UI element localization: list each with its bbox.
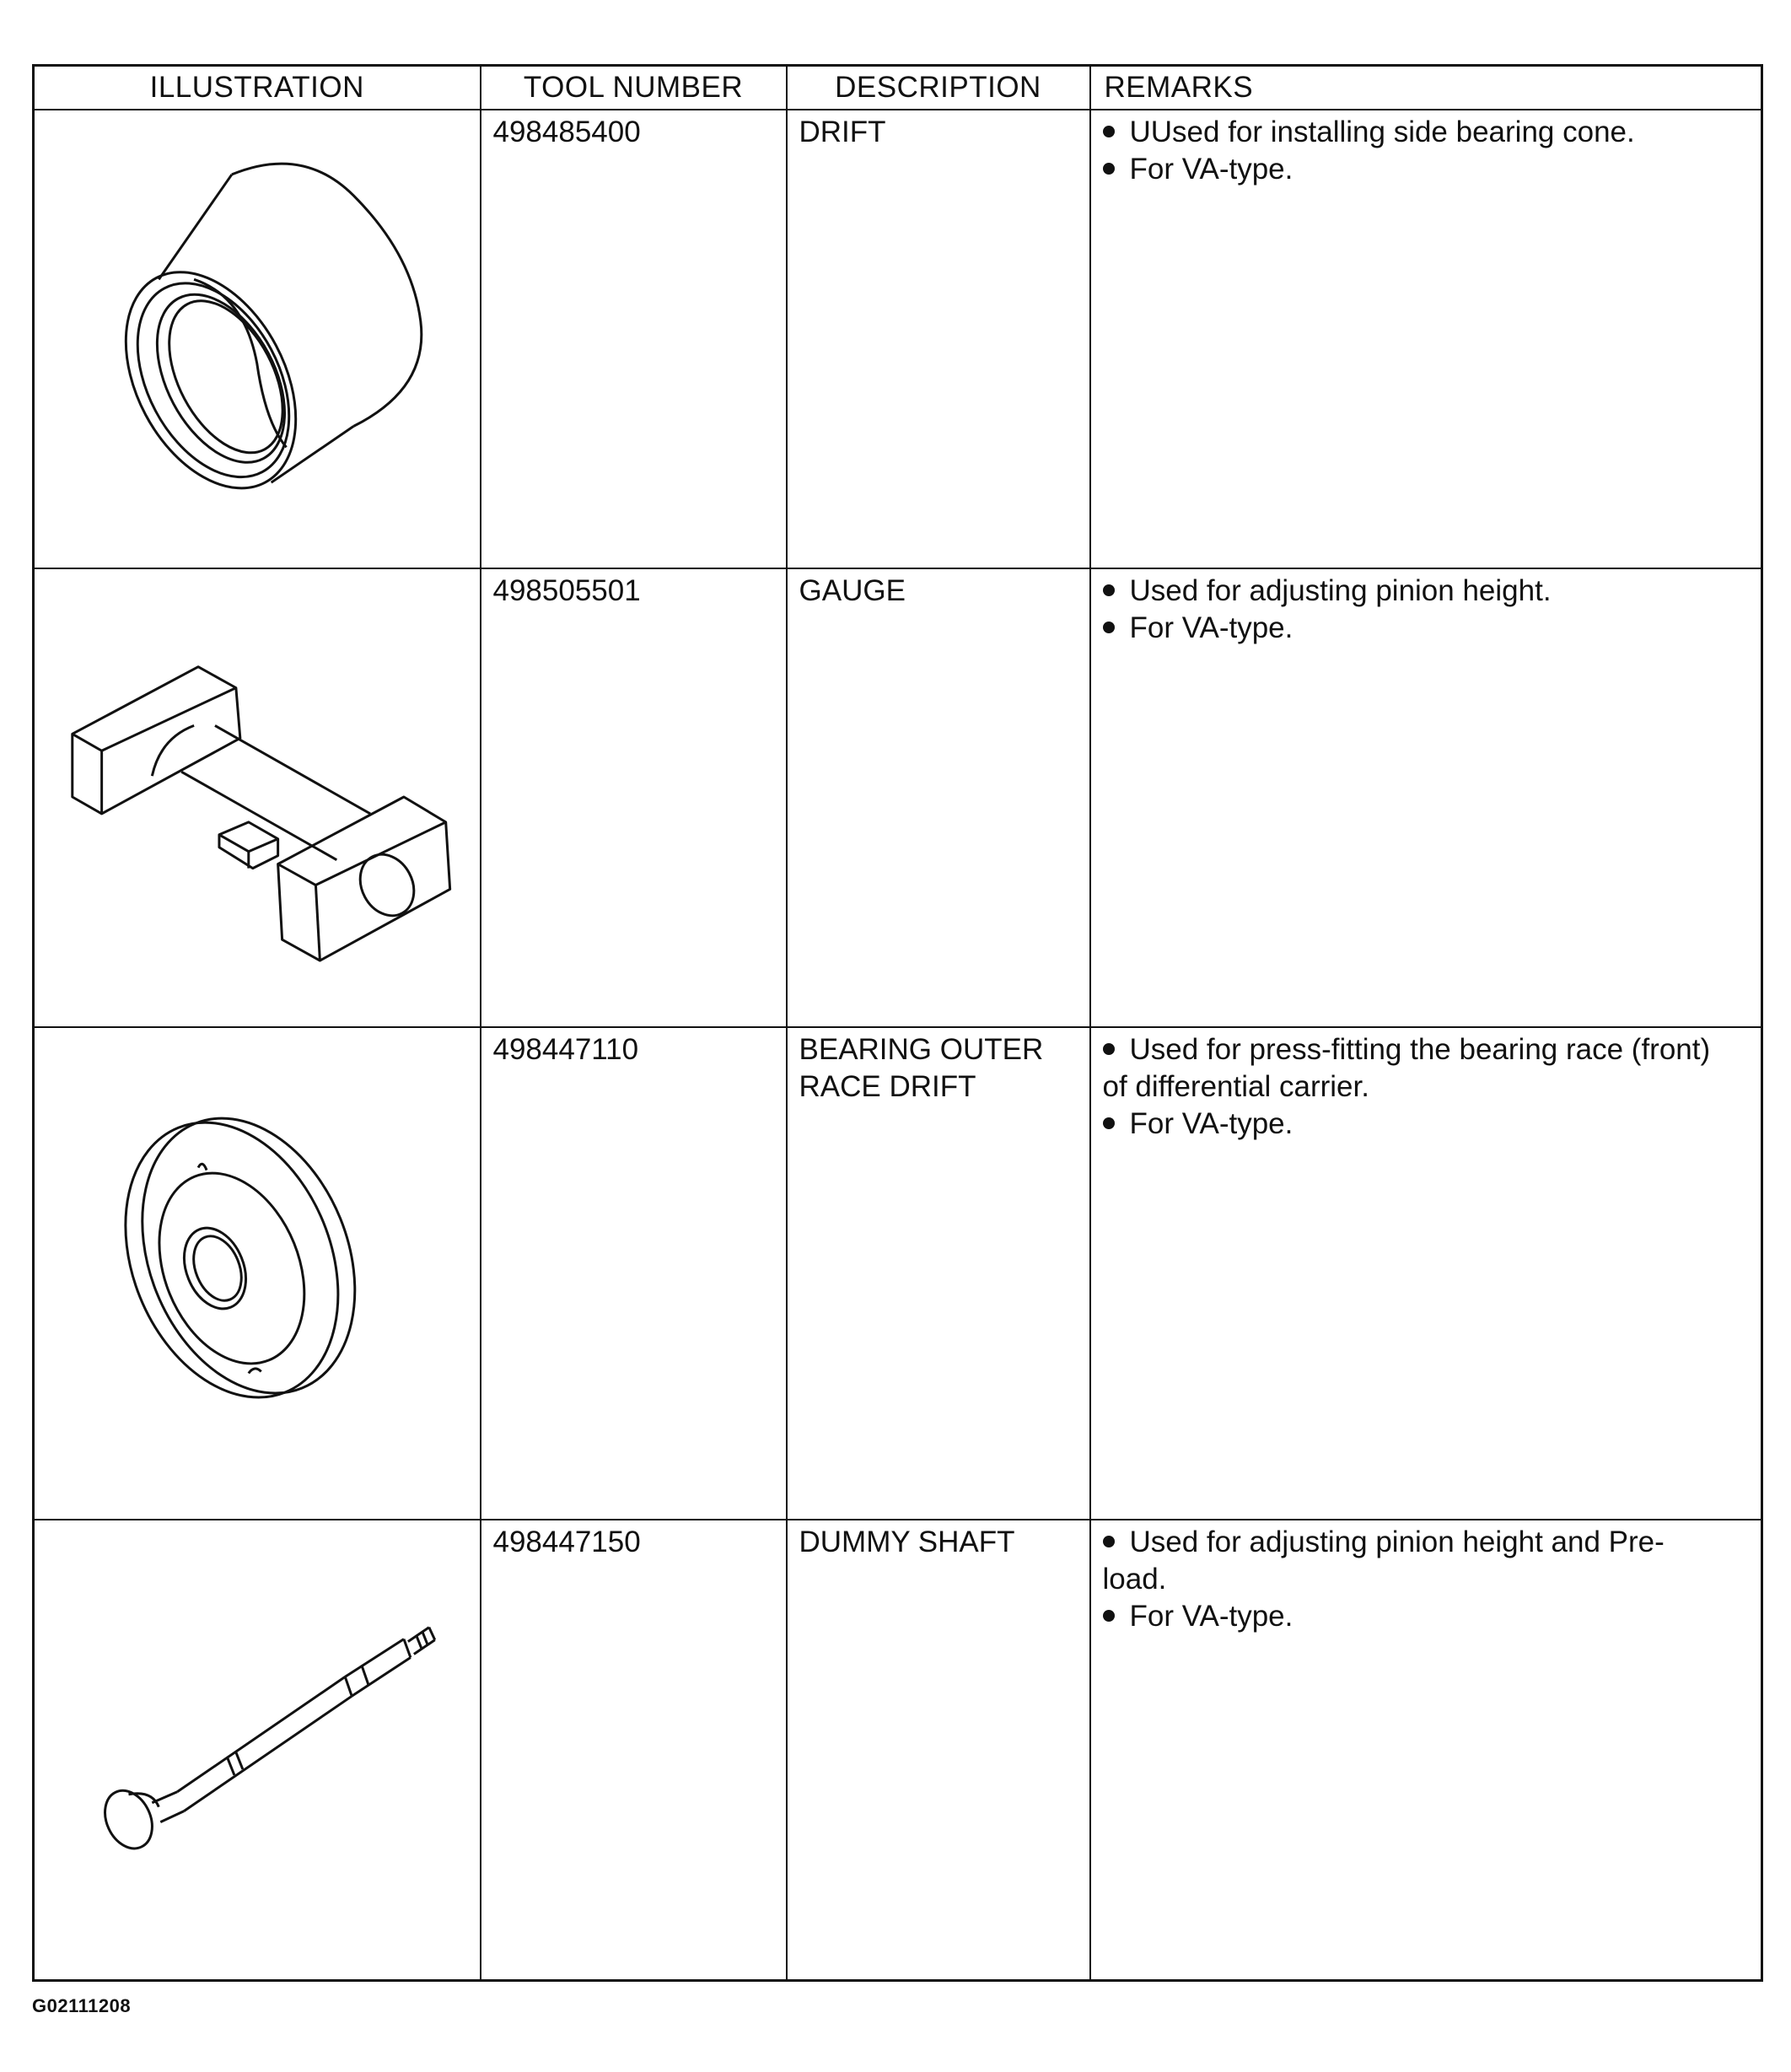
tool-number: 498447110 [492, 1033, 639, 1066]
remark-text: For VA-type. [1129, 1600, 1294, 1633]
description-line: BEARING OUTER [799, 1033, 1044, 1066]
remarks-cell [1090, 568, 1762, 1027]
description-cell [787, 1027, 1090, 1520]
remark-text: Used for adjusting pinion height. [1129, 574, 1552, 607]
illustration-cell [34, 110, 481, 568]
description: DUMMY SHAFT [799, 1526, 1015, 1558]
remark-text: For VA-type. [1129, 1107, 1294, 1140]
description-line: RACE DRIFT [799, 1070, 976, 1103]
remark-text: For VA-type. [1129, 611, 1294, 644]
description-cell [787, 1520, 1090, 1981]
tool-number: 498485400 [492, 116, 641, 148]
tool-number: 498447150 [492, 1526, 641, 1558]
special-tools-table [32, 64, 1763, 1982]
bearing-race-drift-icon [35, 1028, 480, 1519]
remarks-list [1091, 1028, 1761, 1143]
bullet-icon [1103, 126, 1115, 137]
remark-item [1103, 1106, 1750, 1143]
remarks-cell [1090, 1520, 1762, 1981]
table-row [34, 568, 1762, 1027]
illustration-cell [34, 1027, 481, 1520]
bullet-icon [1103, 163, 1115, 175]
description [788, 1028, 1089, 1106]
remarks-cell [1090, 110, 1762, 568]
illustration-cell [34, 1520, 481, 1981]
remark-continuation: load. [1102, 1563, 1167, 1596]
dummy-shaft-icon [35, 1520, 480, 1979]
figure-id: G02111208 [32, 1995, 132, 2016]
tool-number-cell [481, 1027, 787, 1520]
remark-item [1103, 1524, 1750, 1561]
table-row [34, 1520, 1762, 1981]
remark-item [1103, 114, 1750, 151]
header-tool-number: TOOL NUMBER [481, 66, 787, 110]
tool-number: 498505501 [492, 574, 641, 607]
remark-item [1103, 573, 1750, 610]
header-description: DESCRIPTION [787, 66, 1090, 110]
remark-continuation: of differential carrier. [1102, 1070, 1369, 1103]
illustration-cell [34, 568, 481, 1027]
remark-text: Used for adjusting pinion height and Pre- [1129, 1526, 1665, 1558]
description-cell [787, 110, 1090, 568]
pinion-gauge-icon [35, 569, 480, 1026]
description: GAUGE [799, 574, 906, 607]
remark-item [1103, 1031, 1750, 1068]
description: DRIFT [799, 116, 886, 148]
table-row [34, 1027, 1762, 1520]
bullet-icon [1103, 584, 1115, 596]
bullet-icon [1103, 1043, 1115, 1055]
bullet-icon [1103, 622, 1115, 633]
drift-ring-icon [35, 110, 480, 568]
header-remarks: REMARKS [1090, 66, 1762, 110]
remark-text: UUsed for installing side bearing cone. [1129, 116, 1635, 148]
remarks-list [1091, 1520, 1761, 1635]
bullet-icon [1103, 1610, 1115, 1622]
bullet-icon [1103, 1117, 1115, 1129]
remark-item [1103, 610, 1750, 647]
remarks-list [1091, 569, 1761, 647]
description-cell [787, 568, 1090, 1027]
remark-item [1103, 151, 1750, 188]
bullet-icon [1103, 1536, 1115, 1547]
tool-number-cell [481, 110, 787, 568]
tool-number-cell [481, 568, 787, 1027]
header-row [34, 66, 1762, 110]
tool-number-cell [481, 1520, 787, 1981]
remarks-cell [1090, 1027, 1762, 1520]
remark-text: For VA-type. [1129, 153, 1294, 186]
remarks-list [1091, 110, 1761, 188]
remark-item [1103, 1598, 1750, 1635]
header-illustration: ILLUSTRATION [34, 66, 481, 110]
remark-text: Used for press-fitting the bearing race (front) [1129, 1033, 1711, 1066]
table-row [34, 110, 1762, 568]
